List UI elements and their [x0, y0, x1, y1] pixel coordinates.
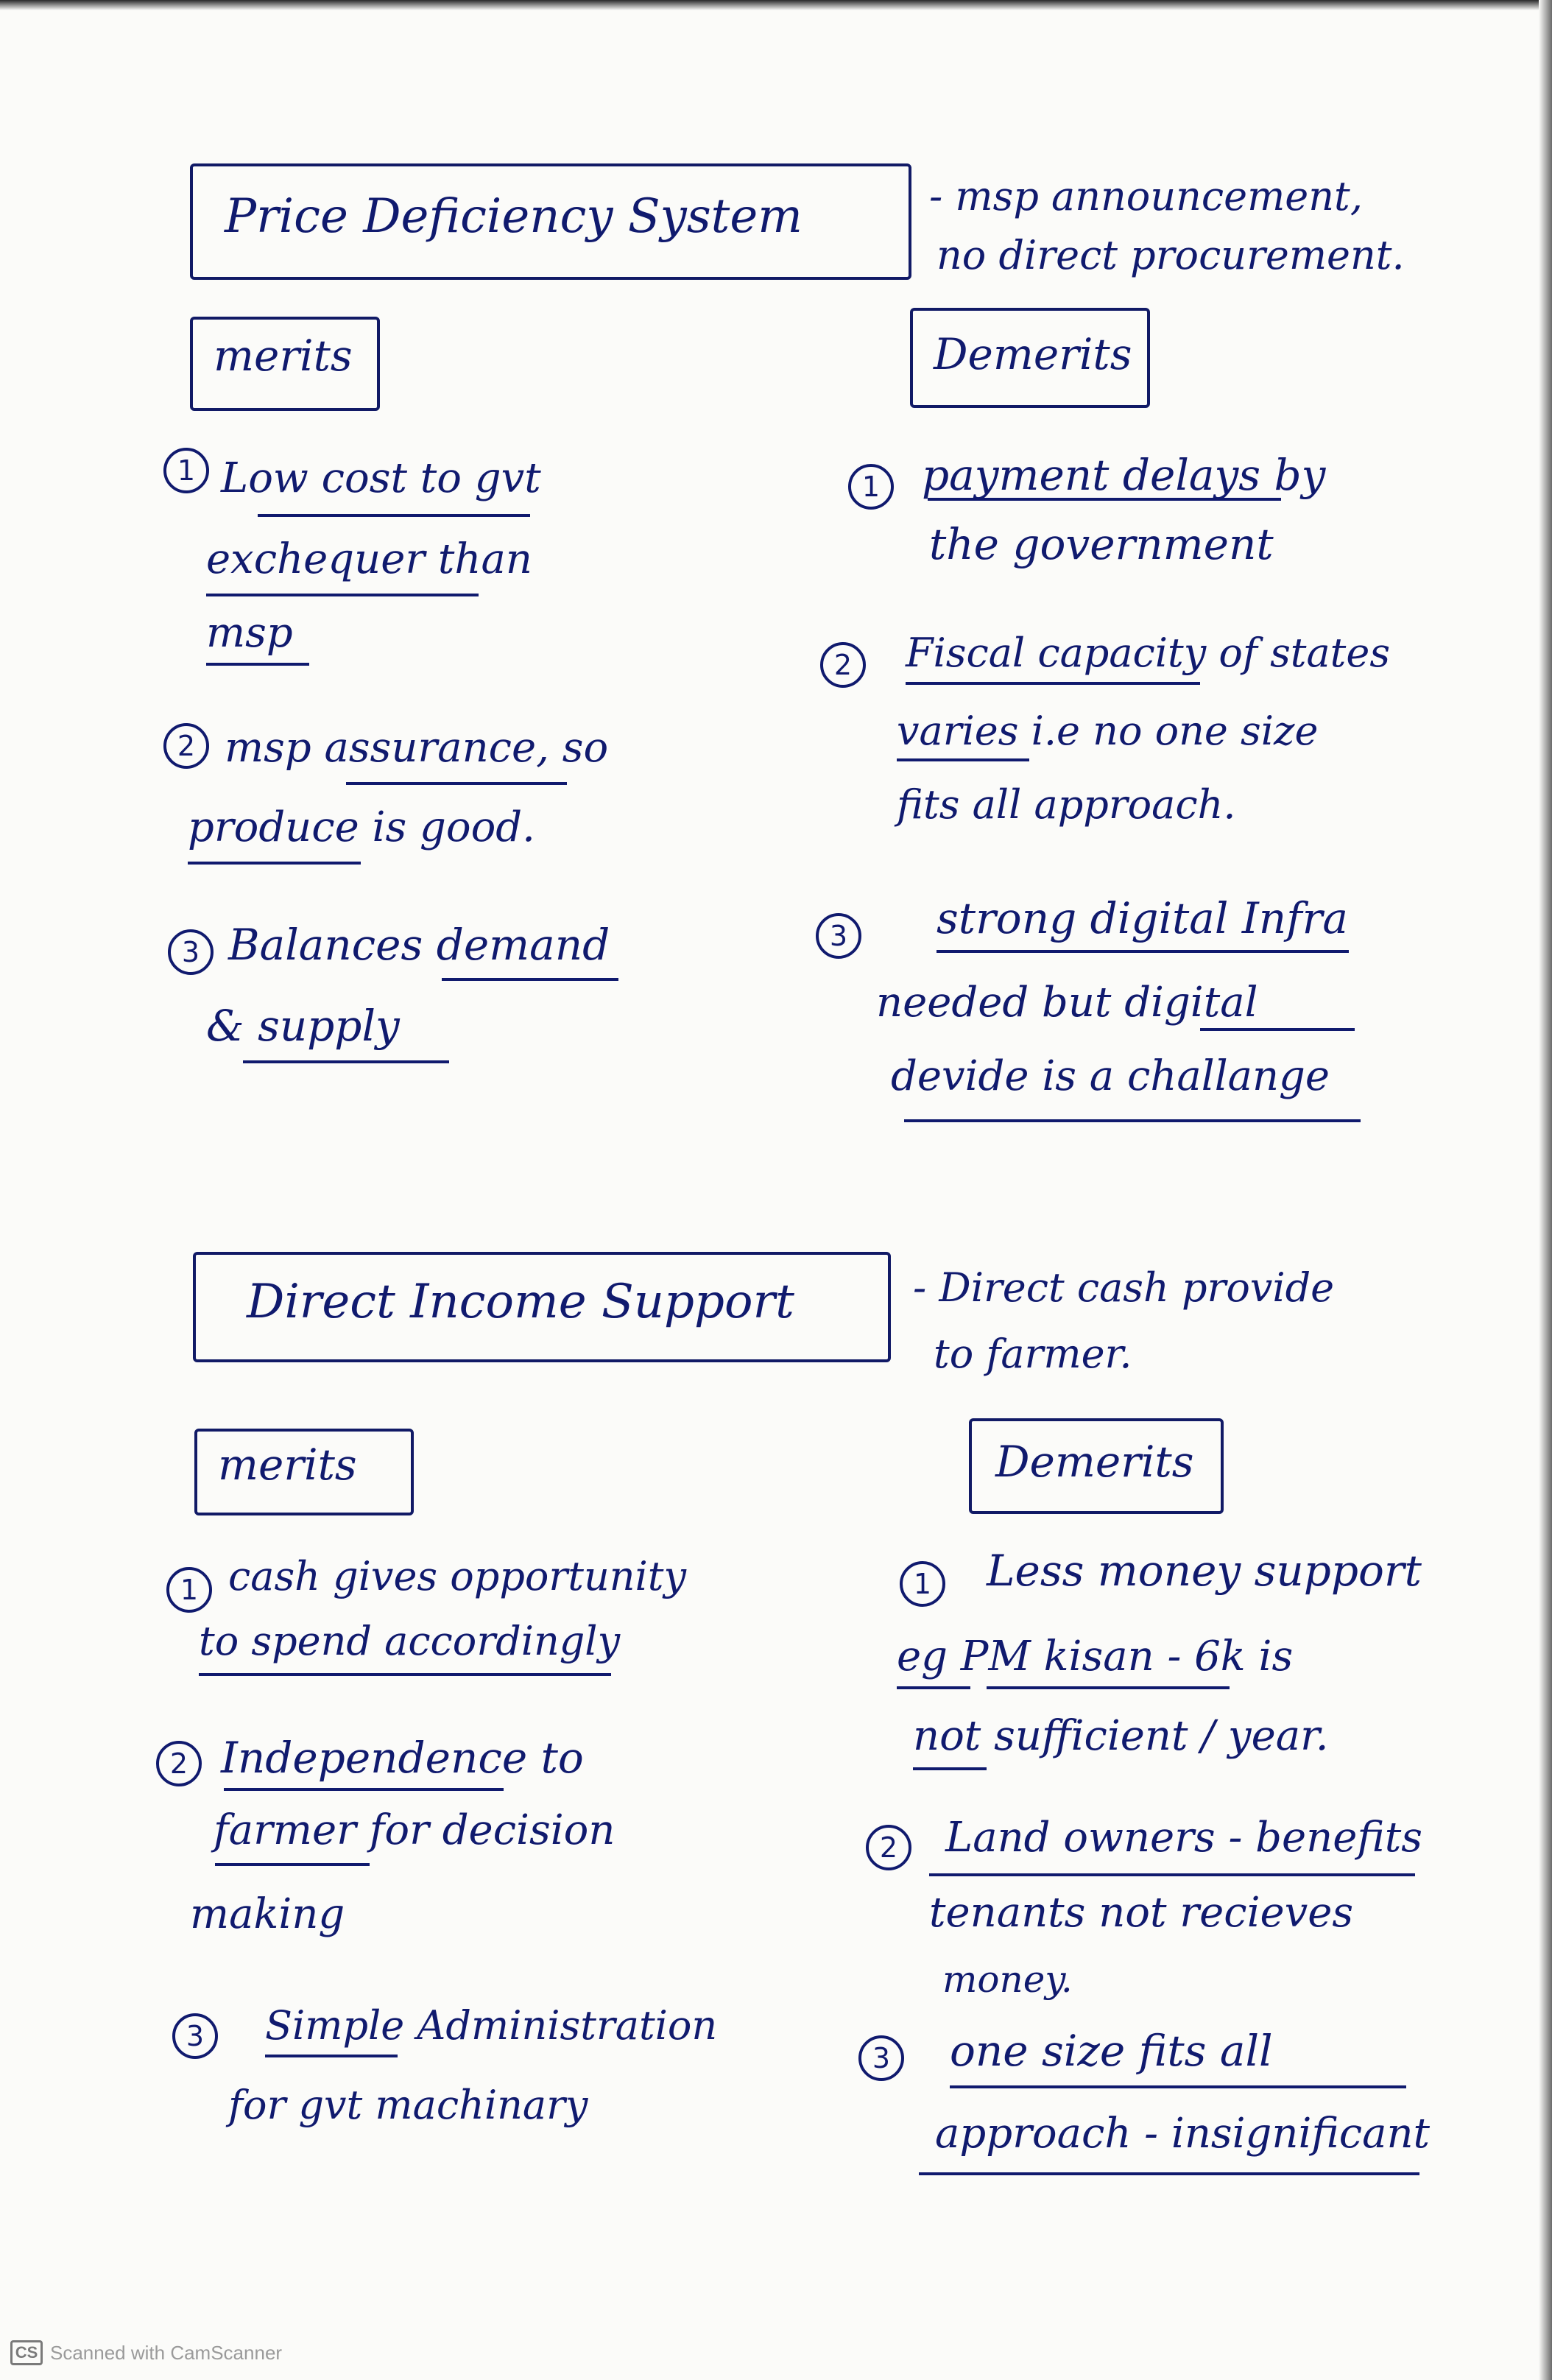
- section2-title: Direct Income Support: [247, 1275, 794, 1329]
- section1-merits-label: merits: [214, 331, 353, 381]
- section1-demerit-2-line2: varies i.e no one size: [897, 708, 1319, 754]
- section1-merit-2-line2: produce is good.: [188, 803, 535, 851]
- camscanner-logo: CS: [10, 2340, 43, 2365]
- section2-merit-2-line2: farmer for decision: [214, 1806, 615, 1854]
- section1-merit-1-number: 1: [163, 448, 209, 493]
- section1-demerit-3-underline-c: [904, 1119, 1361, 1122]
- section1-demerit-1-number: 1: [848, 464, 894, 510]
- section1-demerit-3-line2: needed but digital: [876, 979, 1258, 1027]
- section1-demerit-3-underline-a: [937, 950, 1349, 953]
- section2-note-line1: - Direct cash provide: [913, 1264, 1335, 1311]
- section1-merit-3-line1: Balances demand: [228, 920, 610, 970]
- section2-merit-3-number: 3: [172, 2013, 218, 2059]
- section2-merit-1-line1: cash gives opportunity: [228, 1553, 686, 1599]
- section1-demerit-3-number: 3: [816, 913, 861, 959]
- section2-demerit-1-underline-a: [897, 1686, 970, 1689]
- section1-merit-1-underline-b: [206, 594, 479, 596]
- section2-merit-3-underline: [265, 2055, 398, 2057]
- section1-merit-3-number: 3: [168, 929, 214, 975]
- section2-merit-2-underline-a: [224, 1788, 504, 1791]
- section2-merit-3-line1: Simple Administration: [265, 2002, 718, 2049]
- page-top-edge: [0, 0, 1552, 10]
- section2-merit-1-number: 1: [166, 1567, 212, 1613]
- section2-merit-1-line2: to spend accordingly: [199, 1618, 621, 1664]
- section2-demerit-2-number: 2: [866, 1825, 911, 1870]
- section1-merit-2-underline-b: [188, 862, 361, 865]
- section1-merit-2-underline-a: [346, 782, 567, 785]
- section1-demerit-3-line1: strong digital Infra: [937, 893, 1348, 943]
- section1-demerit-3-underline-b: [1200, 1028, 1355, 1031]
- section2-demerit-2-line3: money.: [942, 1958, 1073, 2001]
- section1-demerit-1-line2: the government: [929, 519, 1274, 569]
- section2-demerit-3-underline-b: [919, 2172, 1419, 2175]
- section1-demerit-1-line1: payment delays by: [922, 450, 1326, 500]
- camscanner-footer: [10, 2340, 282, 2365]
- page-right-edge: [1539, 0, 1552, 2380]
- section1-merit-1-underline-a: [258, 514, 530, 517]
- section1-demerit-2-number: 2: [820, 642, 866, 688]
- section2-merits-label: merits: [218, 1440, 357, 1490]
- section2-note-line2: to farmer.: [934, 1331, 1132, 1377]
- section1-note-line1: - msp announcement,: [929, 173, 1363, 219]
- section1-merit-3-underline-a: [442, 978, 618, 981]
- section1-demerits-label: Demerits: [934, 329, 1132, 379]
- section1-merit-3-line2: & supply: [206, 1001, 400, 1051]
- section1-merit-2-line1: msp assurance, so: [225, 724, 609, 772]
- section2-merit-3-line2: for gvt machinary: [228, 2082, 588, 2128]
- section2-merit-2-underline-b: [215, 1863, 370, 1866]
- section1-title: Price Deficiency System: [225, 189, 803, 244]
- section2-demerit-2-line2: tenants not recieves: [929, 1889, 1354, 1937]
- section1-merit-1-line3: msp: [206, 609, 293, 657]
- section1-merit-3-underline-b: [243, 1060, 449, 1063]
- section2-demerits-label: Demerits: [995, 1437, 1194, 1487]
- section1-merit-1-line2: exchequer than: [206, 535, 532, 583]
- section2-demerit-1-number: 1: [900, 1561, 945, 1607]
- camscanner-watermark-text: Scanned with CamScanner: [50, 2341, 283, 2364]
- section2-demerit-1-underline-b: [987, 1686, 1230, 1689]
- section1-merit-1-line1: Low cost to gvt: [221, 454, 541, 502]
- section2-demerit-3-line2: approach - insignificant: [935, 2110, 1431, 2158]
- section2-demerit-1-underline-c: [913, 1767, 987, 1770]
- section1-note-line2: no direct procurement.: [937, 232, 1405, 278]
- section2-merit-1-underline: [199, 1673, 611, 1676]
- section2-merit-2-number: 2: [156, 1741, 202, 1786]
- section2-demerit-2-underline: [929, 1873, 1415, 1876]
- section1-demerit-3-line3: devide is a challange: [891, 1052, 1330, 1100]
- section2-demerit-3-number: 3: [858, 2035, 904, 2081]
- section1-demerit-2-line3: fits all approach.: [897, 781, 1236, 828]
- section2-demerit-1-line3: not sufficient / year.: [913, 1712, 1329, 1760]
- section1-demerit-2-underline-a: [906, 682, 1200, 685]
- section2-demerit-3-line1: one size fits all: [950, 2026, 1273, 2076]
- section1-merit-1-underline-c: [206, 663, 309, 666]
- section2-demerit-1-line1: Less money support: [987, 1546, 1422, 1596]
- section2-merit-2-line3: making: [190, 1890, 345, 1938]
- section1-demerit-2-underline-b: [897, 758, 1029, 761]
- section2-demerit-1-line2: eg PM kisan - 6k is: [897, 1633, 1294, 1680]
- section2-demerit-2-line1: Land owners - benefits: [945, 1814, 1422, 1862]
- section1-demerit-1-underline: [928, 498, 1281, 501]
- section1-merit-2-number: 2: [163, 723, 209, 769]
- section2-demerit-3-underline-a: [950, 2085, 1406, 2088]
- section1-demerit-2-line1: Fiscal capacity of states: [906, 630, 1391, 676]
- section2-merit-2-line1: Independence to: [221, 1733, 584, 1783]
